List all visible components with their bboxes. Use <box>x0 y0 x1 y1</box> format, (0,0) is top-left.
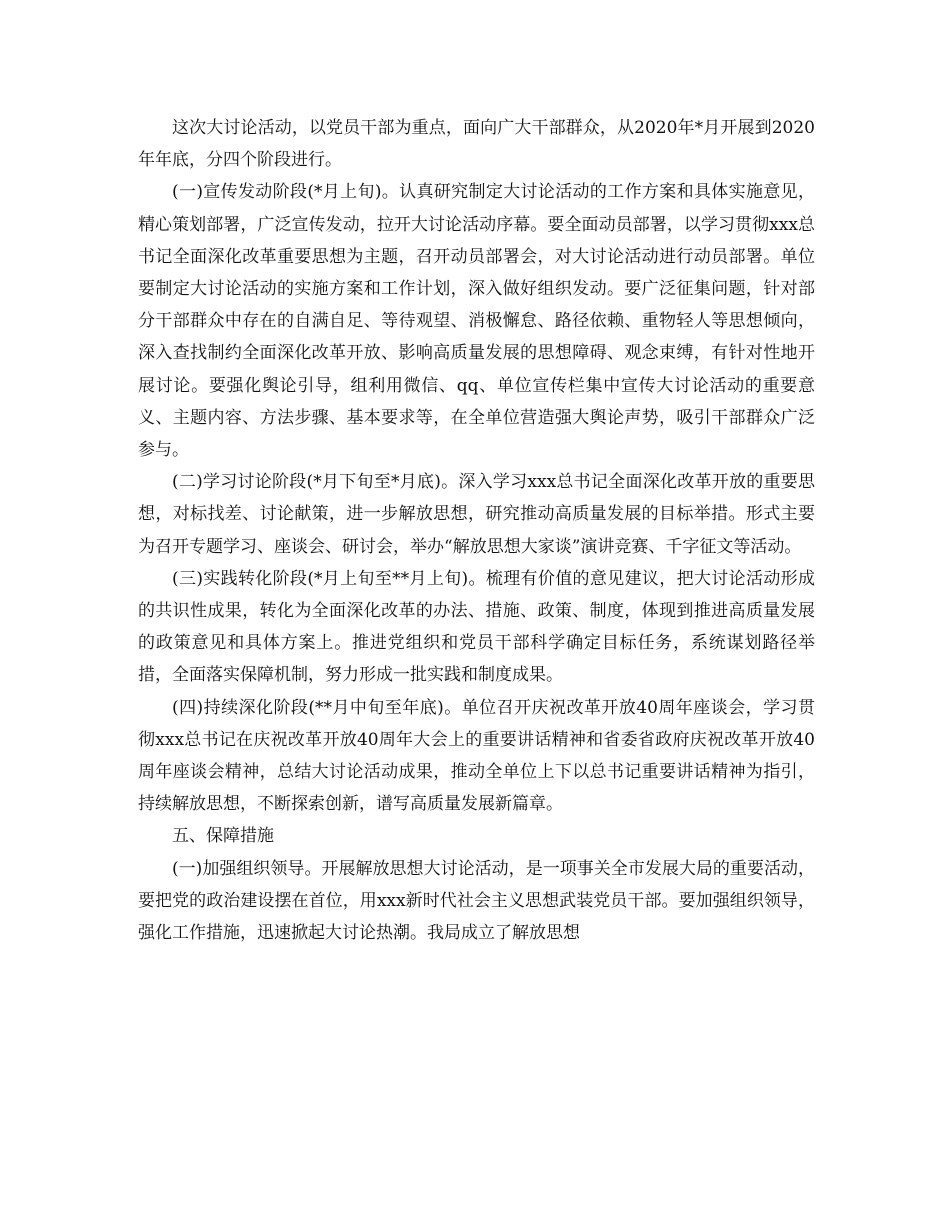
paragraph-stage-4: (四)持续深化阶段(**月中旬至年底)。单位召开庆祝改革开放40周年座谈会，学习贯彻xxx总书记在庆祝改革开放40周年大会上的重要讲话精神和省委省政府庆祝改革开放40周年座谈会精神，总结大讨论活动成果，推动全单位上下以总书记重要讲话精神为指引，持续解放思想，不断探索创新，谱写高质量发展新篇章。 <box>138 697 815 815</box>
document-body <box>138 112 815 949</box>
paragraph-stage-2: (二)学习讨论阶段(*月下旬至*月底)。深入学习xxx总书记全面深化改革开放的重要思想，对标找差、讨论献策，进一步解放思想，研究推动高质量发展的目标举措。形式主要为召开专题学习、座谈会、研讨会，举办“解放思想大家谈”演讲竞赛、千字征文等活动。 <box>138 472 815 557</box>
paragraph-organization-leadership: (一)加强组织领导。开展解放思想大讨论活动，是一项事关全市发展大局的重要活动，要把党的政治建设摆在首位，用xxx新时代社会主义思想武装党员干部。要加强组织领导，强化工作措施，迅速掀起大讨论热潮。我局成立了解放思想 <box>138 858 815 944</box>
paragraph-intro: 这次大讨论活动，以党员干部为重点，面向广大干部群众，从2020年*月开展到2020年年底，分四个阶段进行。 <box>138 118 815 171</box>
paragraph-stage-1: (一)宣传发动阶段(*月上旬)。认真研究制定大讨论活动的工作方案和具体实施意见，精心策划部署，广泛宣传发动，拉开大讨论活动序幕。要全面动员部署，以学习贯彻xxx总书记全面深化改革重要思想为主题，召开动员部署会，对大讨论活动进行动员部署。单位要制定大讨论活动的实施方案和工作计划，深入做好组织发动。要广泛征集问题，针对部分干部群众中存在的自满自足、等待观望、消极懈怠、路径依赖、重物轻人等思想倾向，深入查找制约全面深化改革开放、影响高质量发展的思想障碍、观念束缚，有针对性地开展讨论。要强化舆论引导，组利用微信、qq、单位宣传栏集中宣传大讨论活动的重要意义、主题内容、方法步骤、基本要求等，在全单位营造强大舆论声势，吸引干部群众广泛参与。 <box>138 182 815 461</box>
paragraph-stage-3: (三)实践转化阶段(*月上旬至**月上旬)。梳理有价值的意见建议，把大讨论活动形成的共识性成果，转化为全面深化改革的办法、措施、政策、制度，体现到推进高质量发展的政策意见和具体方案上。推进党组织和党员干部科学确定目标任务，系统谋划路径举措，全面落实保障机制，努力形成一批实践和制度成果。 <box>138 568 815 686</box>
section-heading-guarantee-measures: 五、保障措施 <box>172 826 274 847</box>
